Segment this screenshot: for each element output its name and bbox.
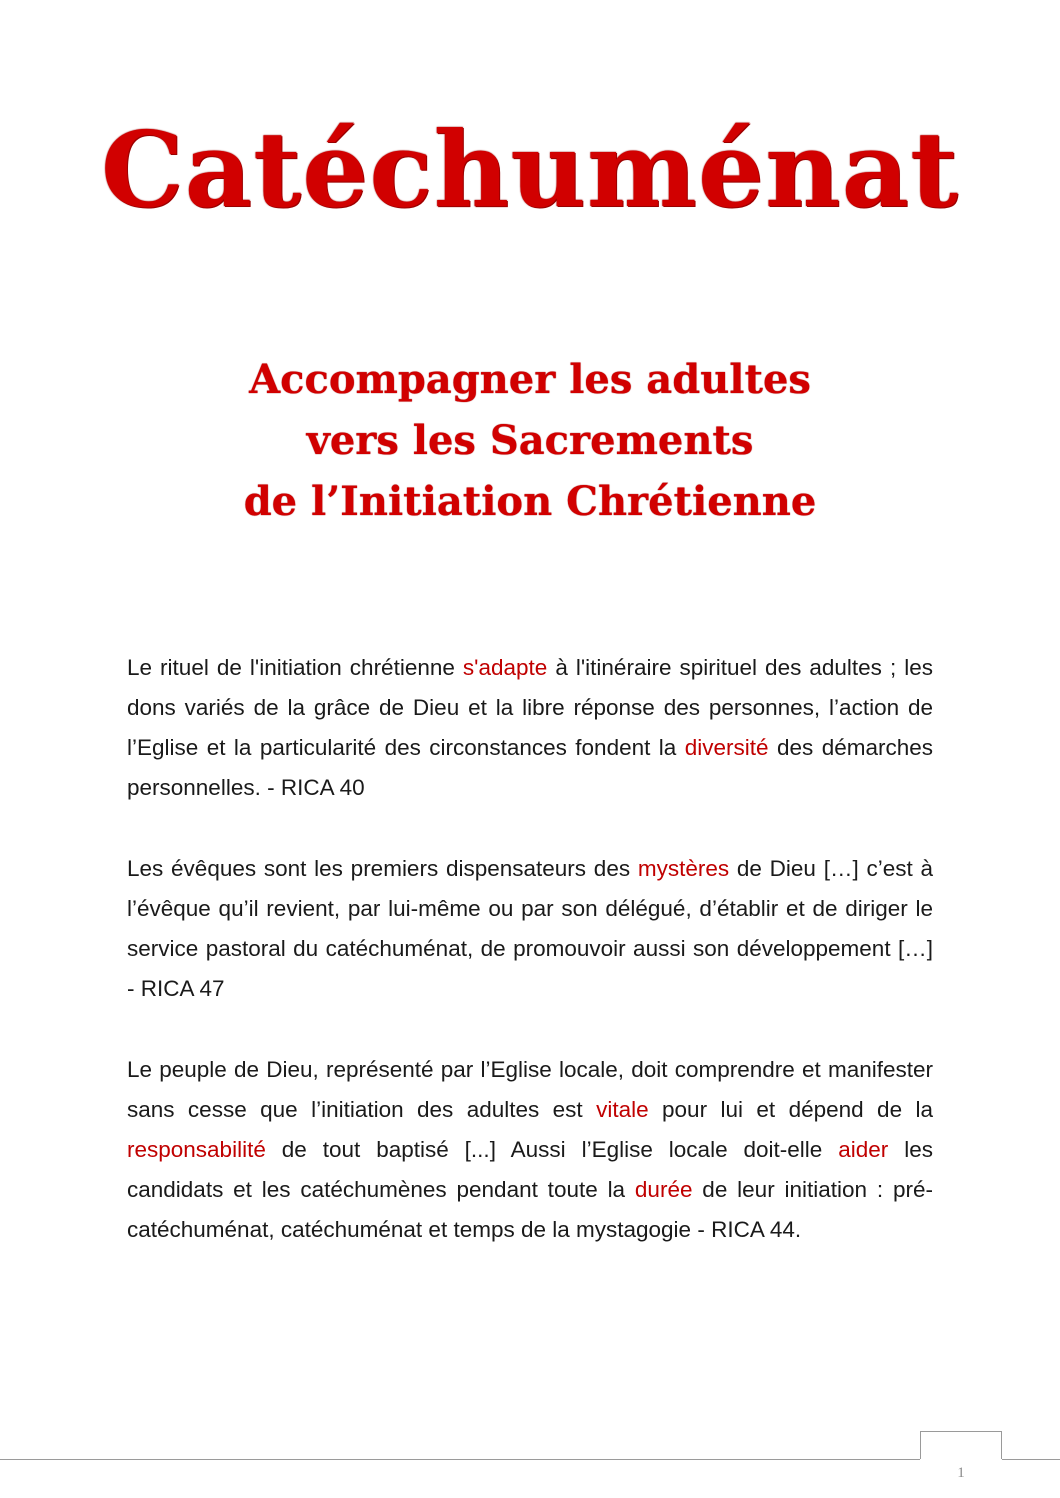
subtitle-line: de l’Initiation Chrétienne: [243, 478, 817, 525]
highlighted-word: vitale: [596, 1097, 649, 1122]
quote-text: de tout baptisé [...] Aussi l’Eglise locale doit-elle: [265, 1137, 839, 1162]
highlighted-word: aider: [838, 1137, 889, 1162]
quote-text: pour lui et dépend de la: [648, 1097, 933, 1122]
page-number: 1: [957, 1465, 965, 1481]
page-number-tab: [920, 1431, 1002, 1459]
highlighted-word: s'adapte: [462, 655, 548, 680]
quote-text: Les évêques sont les premiers dispensateurs des: [127, 856, 638, 881]
footer-divider: [1002, 1459, 1060, 1460]
footer-divider: [0, 1459, 920, 1460]
highlighted-word: mystères: [637, 856, 730, 881]
quote-text: de leur initiation : pré-catéchuménat, catéchuménat et temps de la mystagogie - RICA 44.: [127, 1177, 934, 1242]
subtitle-line: Accompagner les adultes: [249, 356, 811, 403]
page-title: Catéchuménat: [100, 108, 960, 231]
quote-text: à l'itinéraire spirituel des adultes ; les dons variés de la grâce de Dieu et la libre réponse des personnes, l’action de l’Eglise et la particularité des circonstances fondent la: [127, 655, 934, 760]
quote-text: Le rituel de l'initiation chrétienne: [127, 655, 463, 680]
quote-paragraph: [127, 1050, 933, 1250]
page-subtitle: [0, 349, 1060, 532]
highlighted-word: responsabilité: [127, 1137, 266, 1162]
quote-paragraph: [127, 849, 933, 1009]
highlighted-word: diversité: [684, 735, 769, 760]
highlighted-word: durée: [634, 1177, 693, 1202]
quote-text: de Dieu […] c’est à l’évêque qu’il revient, par lui-même ou par son délégué, d’établir et de diriger le service pastoral du catéchuménat, de promouvoir aussi son développement […] - RICA 47: [127, 856, 933, 1001]
quotes-section: [127, 648, 933, 1291]
subtitle-line: vers les Sacrements: [306, 417, 754, 464]
quote-text: les candidats et les catéchumènes pendant toute la: [127, 1137, 933, 1202]
quote-text: des démarches personnelles. - RICA 40: [127, 735, 933, 800]
quote-text: Le peuple de Dieu, représenté par l’Eglise locale, doit comprendre et manifester sans cesse que l’initiation des adultes est: [127, 1057, 933, 1122]
quote-paragraph: [127, 648, 933, 808]
